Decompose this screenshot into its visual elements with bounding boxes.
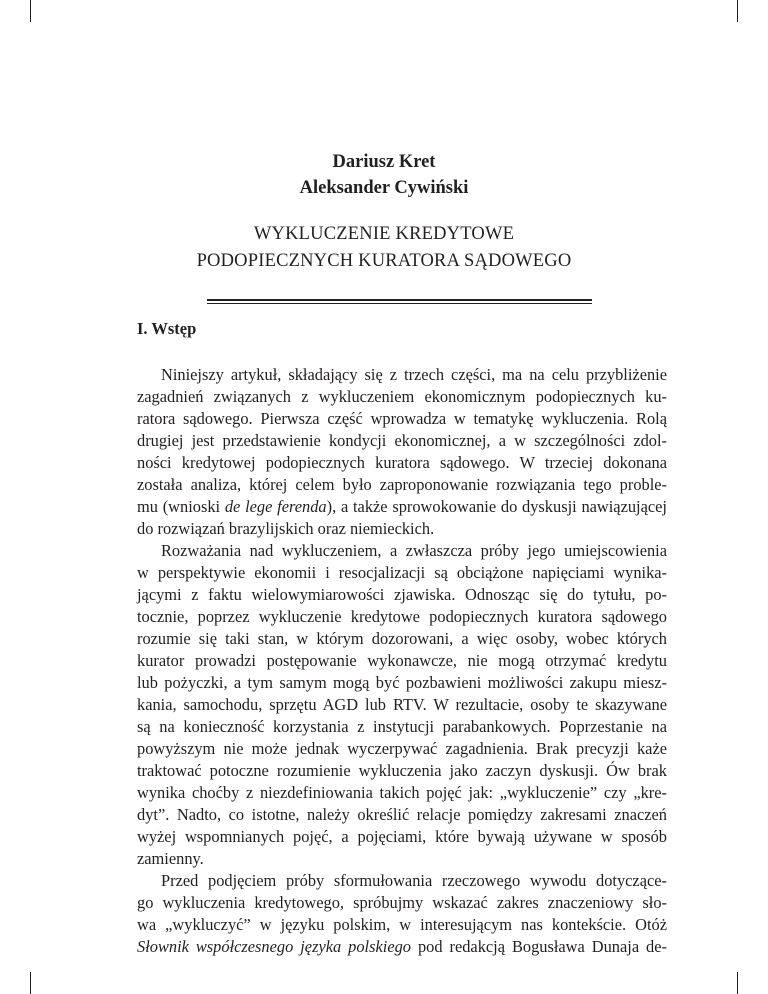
text-segment: ), a także sprowokowanie do dyskusji nawiązującej: [326, 497, 667, 516]
title-line-2: PODOPIECZNYCH KURATORA SĄDOWEGO: [196, 251, 572, 271]
paragraph-3: [137, 870, 667, 958]
text-line: ratora sądowego. Pierwsza część wprowadza w tematykę wykluczenia. Rolą: [137, 409, 667, 428]
text-line: kania, samochodu, sprzętu AGD lub RTV. W rezultacie, osoby te skazywane: [137, 695, 667, 714]
text-line: ności kredytowej podopiecznych kuratora sądowego. W trzeciej dokonana: [137, 453, 667, 472]
title-rule-2: [207, 303, 592, 304]
text-segment: pod redakcją Bogusława Dunaja de-: [410, 937, 667, 956]
author-2: Aleksander Cywiński: [299, 178, 469, 198]
paragraph-2: [137, 540, 667, 870]
text-line: traktować potoczne rozumienie wykluczenia jako zaczyn dyskusji. Ów brak: [137, 761, 667, 780]
text-line: do rozwiązań brazylijskich oraz niemieckich.: [137, 519, 435, 538]
text-line: jącymi z faktu wielowymiarowości zjawiska. Odnosząc się do tytułu, po-: [137, 585, 667, 604]
crop-mark-bottom-left: [30, 972, 31, 994]
title-rule: [207, 299, 592, 301]
text-line: Rozważania nad wykluczeniem, a zwłaszcza próby jego umiejscowienia: [161, 541, 667, 560]
text-line: drugiej jest przedstawienie kondycji ekonomicznej, a w szczególności zdol-: [137, 431, 667, 450]
title-line-1: WYKLUCZENIE KREDYTOWE: [253, 224, 515, 244]
text-line: kurator prowadzi postępowanie wykonawcze, nie mogą otrzymać kredytu: [137, 651, 667, 670]
text-line: zagadnień związanych z wykluczeniem ekonomicznym podopiecznych ku-: [137, 387, 667, 406]
text-line: powyższym nie może jednak wyczerpywać zagadnienia. Brak precyzji każe: [137, 739, 667, 758]
italic-book-title: Słownik współczesnego języka polskiego: [137, 937, 411, 956]
text-line: zamienny.: [137, 849, 204, 868]
text-line: rozumie się taki stan, w którym dozorowani, a więc osoby, wobec których: [137, 629, 667, 648]
crop-mark-top-right: [737, 0, 738, 22]
text-line: dyt”. Nadto, co istotne, należy określić relacje pomiędzy zakresami znaczeń: [137, 805, 667, 824]
text-line: tocznie, poprzez wykluczenie kredytowe podopiecznych kuratora sądowego: [137, 607, 667, 626]
text-line: w perspektywie ekonomii i resocjalizacji są obciążone napięciami wynika-: [137, 563, 667, 582]
crop-mark-bottom-right: [737, 972, 738, 994]
text-line: Niniejszy artykuł, składający się z trzech części, ma na celu przybliżenie: [161, 365, 667, 384]
text-line: [137, 496, 667, 518]
text-line: wynika choćby z niezdefiniowania takich pojęć jak: „wykluczenie” czy „kre-: [137, 783, 667, 802]
paragraph-1: [137, 364, 667, 540]
italic-phrase: de lege ferenda: [224, 497, 327, 516]
text-line: [137, 936, 667, 958]
text-line: Przed podjęciem próby sformułowania rzeczowego wywodu dotyczące-: [161, 871, 667, 890]
section-heading: I. Wstęp: [137, 319, 197, 338]
text-line: została analiza, której celem było zaproponowanie rozwiązania tego proble-: [137, 475, 667, 494]
text-line: wyżej wspomnianych pojęć, a pojęciami, które bywają używane w sposób: [137, 827, 667, 846]
text-line: są na konieczność korzystania z instytucji parabankowych. Poprzestanie na: [137, 717, 667, 736]
text-line: wa „wykluczyć” w języku polskim, w interesującym nas kontekście. Otóż: [137, 915, 667, 934]
crop-mark-top-left: [30, 0, 31, 22]
text-segment: mu (wnioski: [137, 497, 225, 516]
text-line: lub pożyczki, a tym samym mogą być pozbawieni możliwości zakupu miesz-: [137, 673, 667, 692]
text-line: go wykluczenia kredytowego, spróbujmy wskazać zakres znaczeniowy sło-: [137, 893, 667, 912]
author-1: Dariusz Kret: [332, 152, 436, 172]
